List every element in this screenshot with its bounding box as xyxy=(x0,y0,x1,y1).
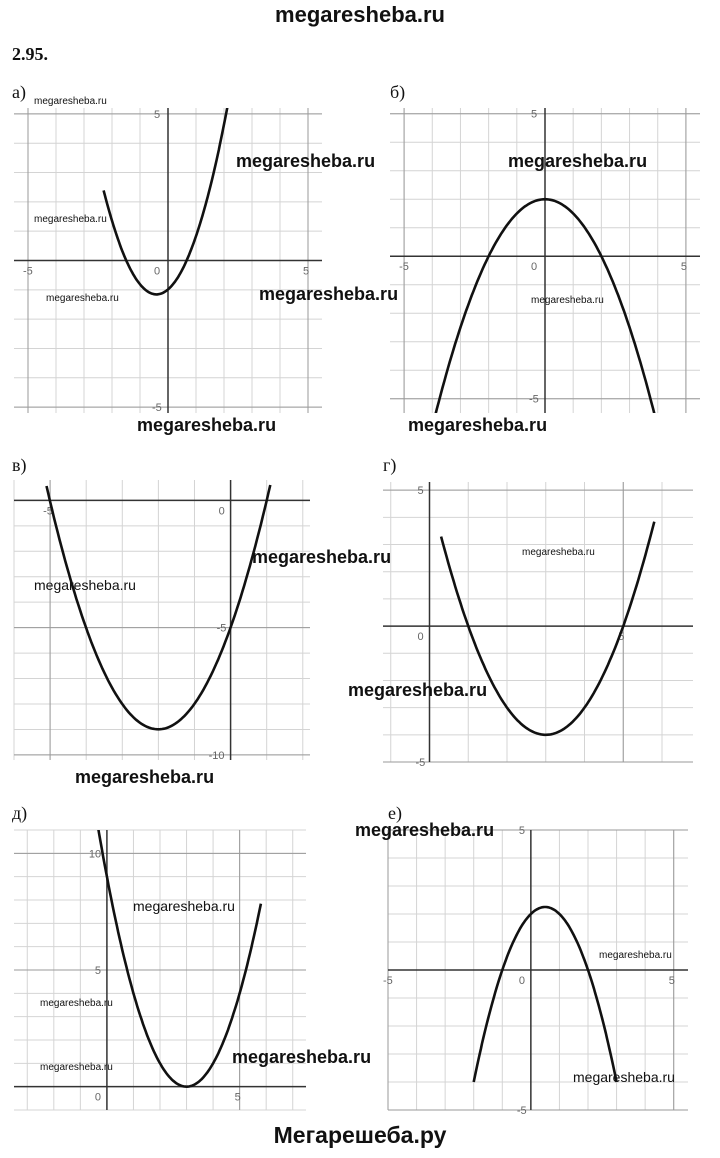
watermark: megaresheba.ru xyxy=(599,950,672,961)
tick-label: -5 xyxy=(23,265,33,278)
tick-label: 5 xyxy=(154,108,161,121)
panel-label-g: г) xyxy=(383,455,397,475)
chart-v xyxy=(14,480,310,760)
watermark: megaresheba.ru xyxy=(348,680,488,700)
footer-brand: Мегарешеба.ру xyxy=(273,1122,447,1148)
tick-label: -5 xyxy=(152,402,162,415)
tick-label: -5 xyxy=(516,1105,527,1117)
tick-label: 5 xyxy=(94,965,102,977)
tick-label: 5 xyxy=(531,108,538,121)
watermark: megaresheba.ru xyxy=(46,293,119,304)
panel-label-e: е) xyxy=(388,803,402,823)
tick-label: -5 xyxy=(43,505,53,518)
watermark: megaresheba.ru xyxy=(34,577,136,593)
watermark: megaresheba.ru xyxy=(522,547,595,558)
panel-label-b: б) xyxy=(390,82,406,102)
watermark: megaresheba.ru xyxy=(34,96,107,107)
watermark: megaresheba.ru xyxy=(259,284,399,304)
tick-label: 0 xyxy=(417,631,424,644)
watermark: megaresheba.ru xyxy=(40,1062,113,1073)
tick-label: 5 xyxy=(417,485,424,498)
tick-label: 0 xyxy=(218,505,225,518)
watermark: megaresheba.ru xyxy=(236,151,376,171)
panel-label-d: д) xyxy=(12,803,28,823)
watermark: megaresheba.ru xyxy=(232,1047,372,1067)
tick-label: 0 xyxy=(154,265,161,278)
tick-label: 0 xyxy=(531,261,538,274)
watermark: megaresheba.ru xyxy=(573,1069,675,1085)
tick-label: 5 xyxy=(303,265,310,278)
tick-label: -5 xyxy=(383,975,393,987)
problem-number: 2.95. xyxy=(12,44,48,64)
watermark: megaresheba.ru xyxy=(408,415,548,435)
parabola-curve xyxy=(474,907,617,1082)
tick-label: -5 xyxy=(399,261,409,274)
panel-label-a: а) xyxy=(12,82,26,102)
watermark: megaresheba.ru xyxy=(137,415,277,435)
tick-label: 5 xyxy=(680,261,688,274)
tick-label: -5 xyxy=(216,622,227,635)
watermark: megaresheba.ru xyxy=(531,295,604,306)
watermark: megaresheba.ru xyxy=(133,898,235,914)
watermark: megaresheba.ru xyxy=(34,214,107,225)
watermark: megaresheba.ru xyxy=(252,547,392,567)
tick-label: 0 xyxy=(94,1091,102,1104)
tick-label: 5 xyxy=(234,1091,241,1104)
tick-label: -5 xyxy=(529,393,539,406)
tick-label: 5 xyxy=(518,825,525,837)
watermark: megaresheba.ru xyxy=(508,151,648,171)
site-title: megaresheba.ru xyxy=(275,2,445,27)
watermark: megaresheba.ru xyxy=(355,820,495,840)
tick-label: 10 xyxy=(88,848,102,861)
watermark: megaresheba.ru xyxy=(40,998,113,1009)
tick-label: 5 xyxy=(618,631,625,644)
watermark: megaresheba.ru xyxy=(75,767,215,787)
chart-g xyxy=(383,482,693,769)
tick-label: -5 xyxy=(415,757,426,769)
tick-label: 0 xyxy=(518,975,525,987)
panel-label-v: в) xyxy=(12,455,27,475)
tick-label: -10 xyxy=(208,749,225,762)
tick-label: 5 xyxy=(668,975,675,987)
